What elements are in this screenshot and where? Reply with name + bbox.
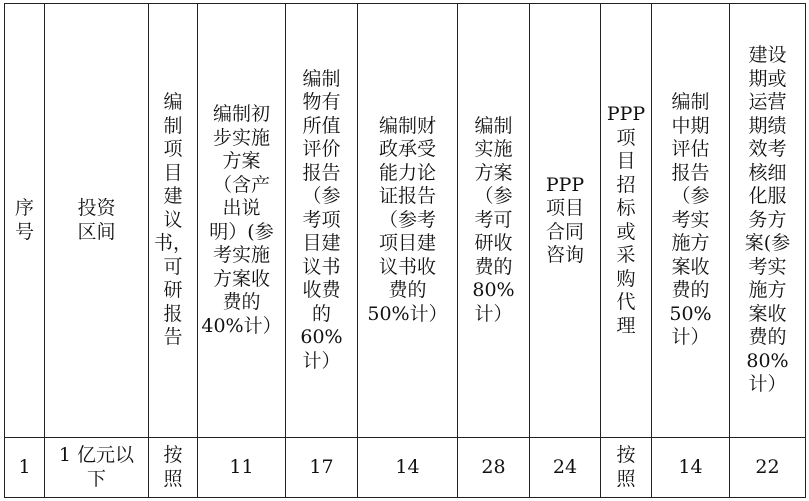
fee-table bbox=[4, 3, 806, 498]
table-cell: 14 bbox=[652, 438, 730, 498]
table-cell: 22 bbox=[730, 438, 806, 498]
header-cell-midterm-evaluation: 编制 中期 评估 报告 （参 考实 施方 案收 费的 50% 计） bbox=[652, 4, 730, 438]
header-cell-contract-consulting: PPP 项目 合同 咨询 bbox=[530, 4, 601, 438]
header-cell-range: 投资 区间 bbox=[45, 4, 149, 438]
table-cell: 1 bbox=[5, 438, 45, 498]
header-cell-preliminary-plan: 编制初 步实施 方案 （含产 出说 明）(参 考实施 方案收 费的 40%计） bbox=[198, 4, 286, 438]
header-cell-proposal: 编 制 项 目 建 议 书， 可 研 报 告 bbox=[149, 4, 198, 438]
header-cell-no: 序 号 bbox=[5, 4, 45, 438]
table-cell: 按 照 bbox=[149, 438, 198, 498]
header-cell-performance-assessment: 建设 期或 运营 期绩 效考 核细 化服 务方 案(参 考实 施方 案收 费的 80% 计） bbox=[730, 4, 806, 438]
header-cell-value-for-money: 编制 物有 所值 评价 报告 （参 考项 目建 议书 收费 的 60% 计） bbox=[286, 4, 358, 438]
table-cell: 24 bbox=[530, 438, 601, 498]
table-cell: 按 照 bbox=[601, 438, 652, 498]
table-cell: 11 bbox=[198, 438, 286, 498]
header-cell-fiscal-capacity: 编制财 政承受 能力论 证报告 （参考 项目建 议书收 费的 50%计） bbox=[358, 4, 458, 438]
header-cell-procurement: PPP 项 目 招 标 或 采 购 代 理 bbox=[601, 4, 652, 438]
header-row bbox=[5, 4, 806, 438]
table-row bbox=[5, 438, 806, 498]
table-cell: 1 亿元以 下 bbox=[45, 438, 149, 498]
table-cell: 14 bbox=[358, 438, 458, 498]
header-cell-implementation-plan: 编制 实施 方案 （参 考可 研收 费的 80% 计） bbox=[458, 4, 530, 438]
table-cell: 17 bbox=[286, 438, 358, 498]
table-cell: 28 bbox=[458, 438, 530, 498]
